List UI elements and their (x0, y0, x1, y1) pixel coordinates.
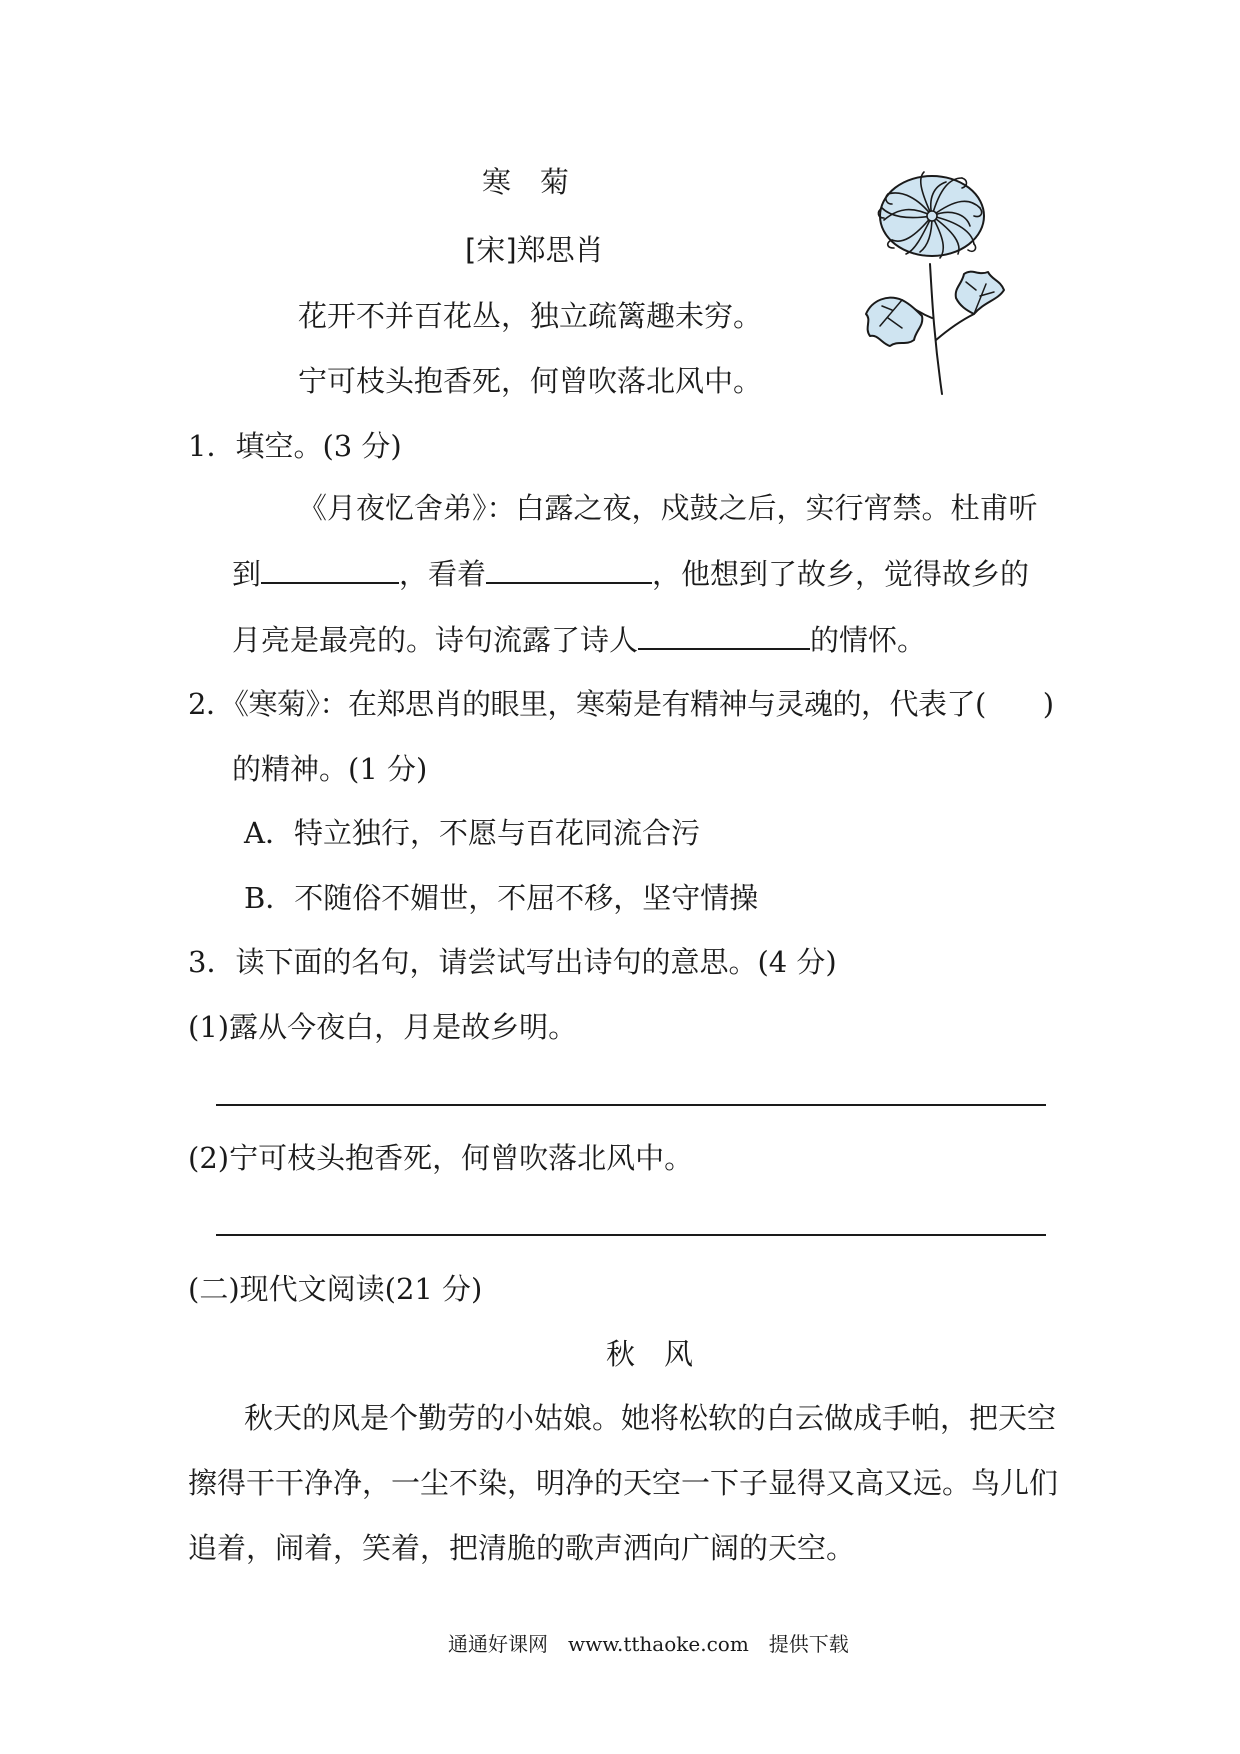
q3-stem: 3．读下面的名句，请尝试写出诗句的意思。(4 分) (188, 945, 837, 979)
q3-answer-line-1[interactable] (216, 1104, 1046, 1106)
footer-credit: 通通好课网 www.tthaoke.com 提供下载 (448, 1632, 849, 1656)
passage-line-1: 秋天的风是个勤劳的小姑娘。她将松软的白云做成手帕，把天空 (244, 1401, 1057, 1435)
q1-text-line-3 (232, 622, 926, 658)
q1-text-line-1: 《月夜忆舍弟》：白露之夜，戍鼓之后，实行宵禁。杜甫听 (298, 491, 1038, 525)
poem-author: [宋]郑思肖 (465, 233, 604, 267)
passage-line-3: 追着，闹着，笑着，把清脆的歌声洒向广阔的天空。 (188, 1531, 856, 1565)
q1-text-c: ，他想到了故乡，觉得故乡的 (652, 557, 1030, 591)
q2-option-b[interactable]: B．不随俗不媚世，不屈不移，坚守情操 (244, 881, 759, 915)
passage-title: 秋 风 (606, 1337, 694, 1371)
q1-text-e: 的情怀。 (810, 623, 927, 657)
q1-blank-1[interactable] (261, 556, 399, 584)
poem-title: 寒 菊 (482, 165, 570, 199)
q1-stem: 1．填空。(3 分) (188, 429, 402, 463)
q2-stem: 2．《寒菊》：在郑思肖的眼里，寒菊是有精神与灵魂的，代表了( ) (188, 687, 1054, 721)
q3-item-1: (1)露从今夜白，月是故乡明。 (188, 1010, 578, 1044)
section-heading: (二)现代文阅读(21 分) (188, 1272, 483, 1306)
q1-text-line-2 (232, 556, 1029, 592)
q1-text-b: ，看着 (399, 557, 487, 591)
q2-stem-continued: 的精神。(1 分) (232, 752, 428, 786)
q2-option-a[interactable]: A．特立独行，不愿与百花同流合污 (244, 816, 700, 850)
chrysanthemum-illustration (858, 168, 1008, 396)
passage-line-2: 擦得干干净净，一尘不染，明净的天空一下子显得又高又远。鸟儿们 (188, 1466, 1059, 1500)
q3-answer-line-2[interactable] (216, 1234, 1046, 1236)
q1-text-a: 到 (232, 557, 262, 591)
q3-item-2: (2)宁可枝头抱香死，何曾吹落北风中。 (188, 1141, 694, 1175)
poem-line-2: 宁可枝头抱香死，何曾吹落北风中。 (298, 364, 763, 398)
q1-blank-2[interactable] (486, 556, 652, 584)
q1-blank-3[interactable] (638, 622, 810, 650)
q1-text-d: 月亮是最亮的。诗句流露了诗人 (232, 623, 639, 657)
poem-line-1: 花开不并百花丛，独立疏篱趣未穷。 (298, 299, 763, 333)
